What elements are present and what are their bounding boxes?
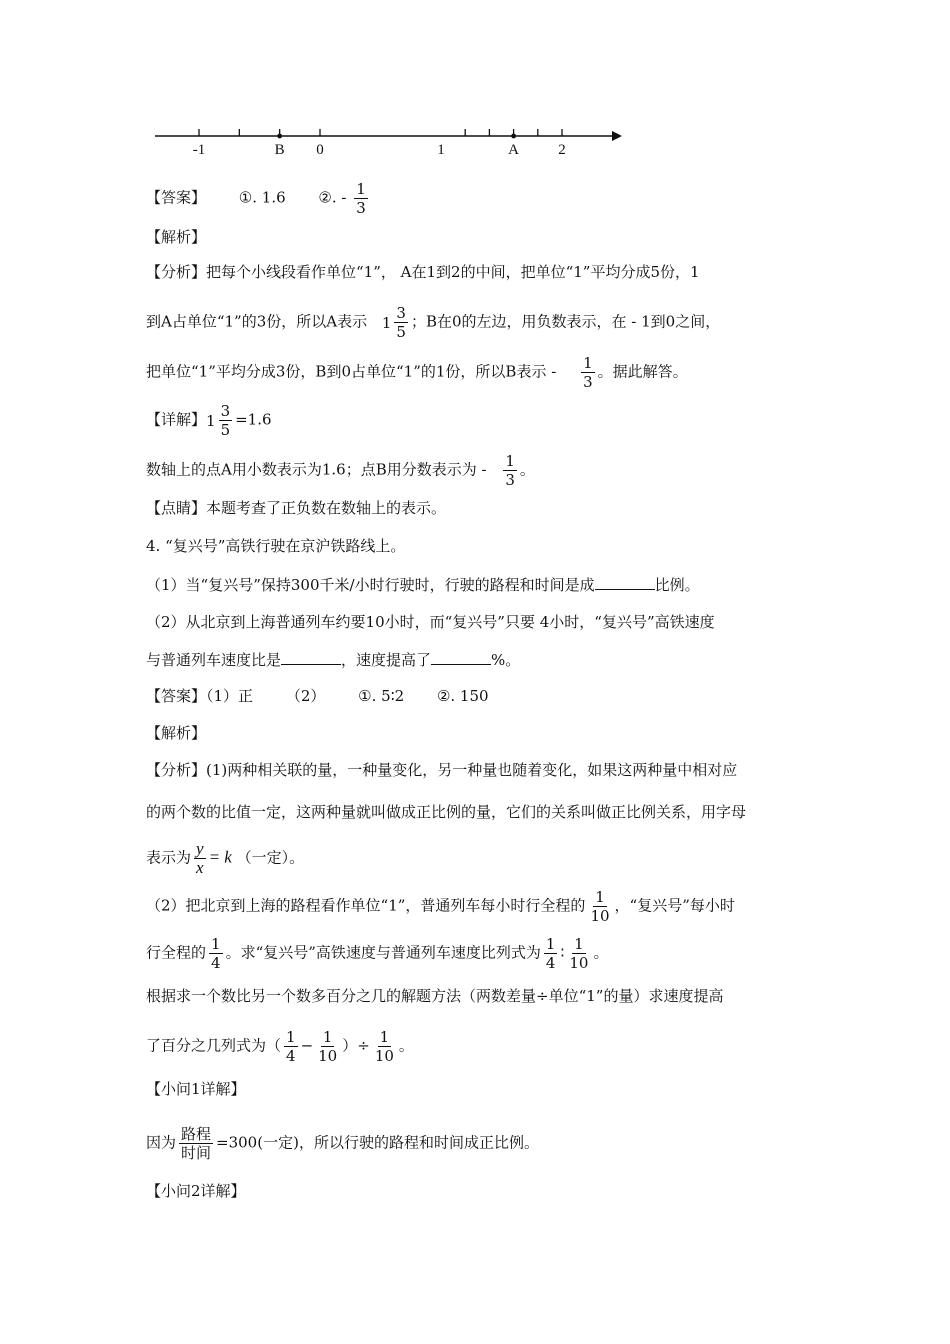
dianjing-line: 【点睛】本题考查了正负数在数轴上的表示。 [146,499,447,517]
number-line-label: -1 [192,142,206,158]
number-line-arrow [612,131,622,141]
fraction: $\frac{y}{x}$ [196,839,204,877]
fraction: $\frac{1}{3}$ [505,452,515,489]
fenxi-line-c: 把单位“1”平均分成3份，B到0占单位“1”的1份，所以B表示 - $\frac{1}{3}$ 。据此解答。 [146,354,688,391]
mixed-number: 1 $\frac{3}{5}$ [381,304,406,341]
fenxi-line-b: 到A占单位“1”的3份，所以A表示 1 $\frac{3}{5}$ ；B在0的左边，用负数表示，在 - 1到0之间， [146,304,721,341]
xiangjie-tag: 【详解】 [146,410,207,429]
mixed-number: 1 $\frac{3}{5}$ [206,402,231,439]
fraction: $\frac{1}{3}$ [583,354,593,391]
fraction: $\frac{1}{4}$ [545,935,556,972]
number-line-label: A [508,142,520,158]
line-d: 数轴上的点A用小数表示为1.6；点B用分数表示为 - $\frac{1}{3}$ 。 [146,452,535,489]
q4-fenxi-3: 表示为 $\frac{y}{x}$ = k （一定）。 [146,839,305,877]
q4-fenxi-2: 的两个数的比值一定，这两种量就叫做成正比例的量，它们的关系叫做正比例关系，用字母 [146,803,747,821]
answer-2-prefix: ②. - [318,188,347,207]
answer-tag: 【答案】 [146,687,207,705]
fenxi-tag: 【分析】 [146,263,207,281]
number-line-label: B [274,142,285,158]
number-line [0,0,950,170]
fraction: $\frac{1}{10}$ [318,1028,338,1065]
q4-title: 4. “复兴号”高铁行驶在京沪铁路线上。 [146,537,406,555]
fraction: $\frac{1}{4}$ [211,935,221,972]
fraction: $\frac{1}{4}$ [286,1028,296,1065]
answer-blank [281,650,341,665]
answer-blank [431,650,491,665]
fraction: $\frac{\text{路程}}{\text{时间}}$ [181,1125,212,1162]
fraction: $\frac{1}{3}$ [356,180,366,217]
q4-part2: （2）从北京到上海普通列车约要10小时，而“复兴号”只要 4小时，“复兴号”高铁速度 [146,613,715,631]
sub1-heading: 【小问1详解】 [146,1080,246,1098]
q4-part2-cont: 与普通列车速度比是 ，速度提高了 %。 [146,651,521,669]
number-line-label: 0 [316,142,324,158]
q4-answer-line: 【答案】（1）正 （2） ①. 5∶2 ②. 150 [146,687,489,705]
q4-fenxi-7: 了百分之几列式为（ $\frac{1}{4}$ − $\frac{1}{10}$ ）÷ $\frac{1}{10}$ 。 [146,1028,414,1065]
fraction: $\frac{1}{10}$ [374,1028,394,1065]
fenxi-line-a: 【分析】把每个小线段看作单位“1”， A在1到2的中间，把单位“1”平均分成5份，1 [146,263,700,281]
answer-1: ①. 1.6 [238,188,286,207]
q4-fenxi-1: 【分析】(1)两种相关联的量，一种量变化，另一种量也随着变化，如果这两种量中相对应 [146,761,738,779]
sub2-heading: 【小问2详解】 [146,1182,246,1200]
point-a [511,134,516,139]
q4-fenxi-6: 根据求一个数比另一个数多百分之几的解题方法（两数差量÷单位“1”的量）求速度提高 [146,987,724,1005]
answer-tag: 【答案】 [146,188,207,207]
sub1-detail: 因为 $\frac{\text{路程}}{\text{时间}}$ =300(一定)，所以行驶的路程和时间成正比例。 [146,1125,539,1162]
jiexi-heading: 【解析】 [146,228,207,246]
q4-fenxi-5: 行全程的 $\frac{1}{4}$ 。求“复兴号”高铁速度与普通列车速度比列式为 $\frac{1}{4}$ ∶ $\frac{1}{10}$ 。 [146,935,609,972]
fraction: $\frac{1}{10}$ [569,935,589,972]
q3-answer-line [146,180,371,217]
point-b [277,134,282,139]
fraction: $\frac{1}{10}$ [590,888,610,925]
number-line-label: 2 [558,142,566,158]
xiangjie-line: 【详解】 1 $\frac{3}{5}$ =1.6 [146,402,272,439]
answer-blank [595,575,655,590]
q4-part1: （1）当“复兴号”保持300千米/小时行驶时，行驶的路程和时间是成 比例。 [146,576,700,594]
number-line-label: 1 [437,142,445,158]
jiexi-heading: 【解析】 [146,724,207,742]
q4-fenxi-4: （2）把北京到上海的路程看作单位“1”，普通列车每小时行全程的 $\frac{1}{10}$ ，“复兴号”每小时 [146,888,735,925]
